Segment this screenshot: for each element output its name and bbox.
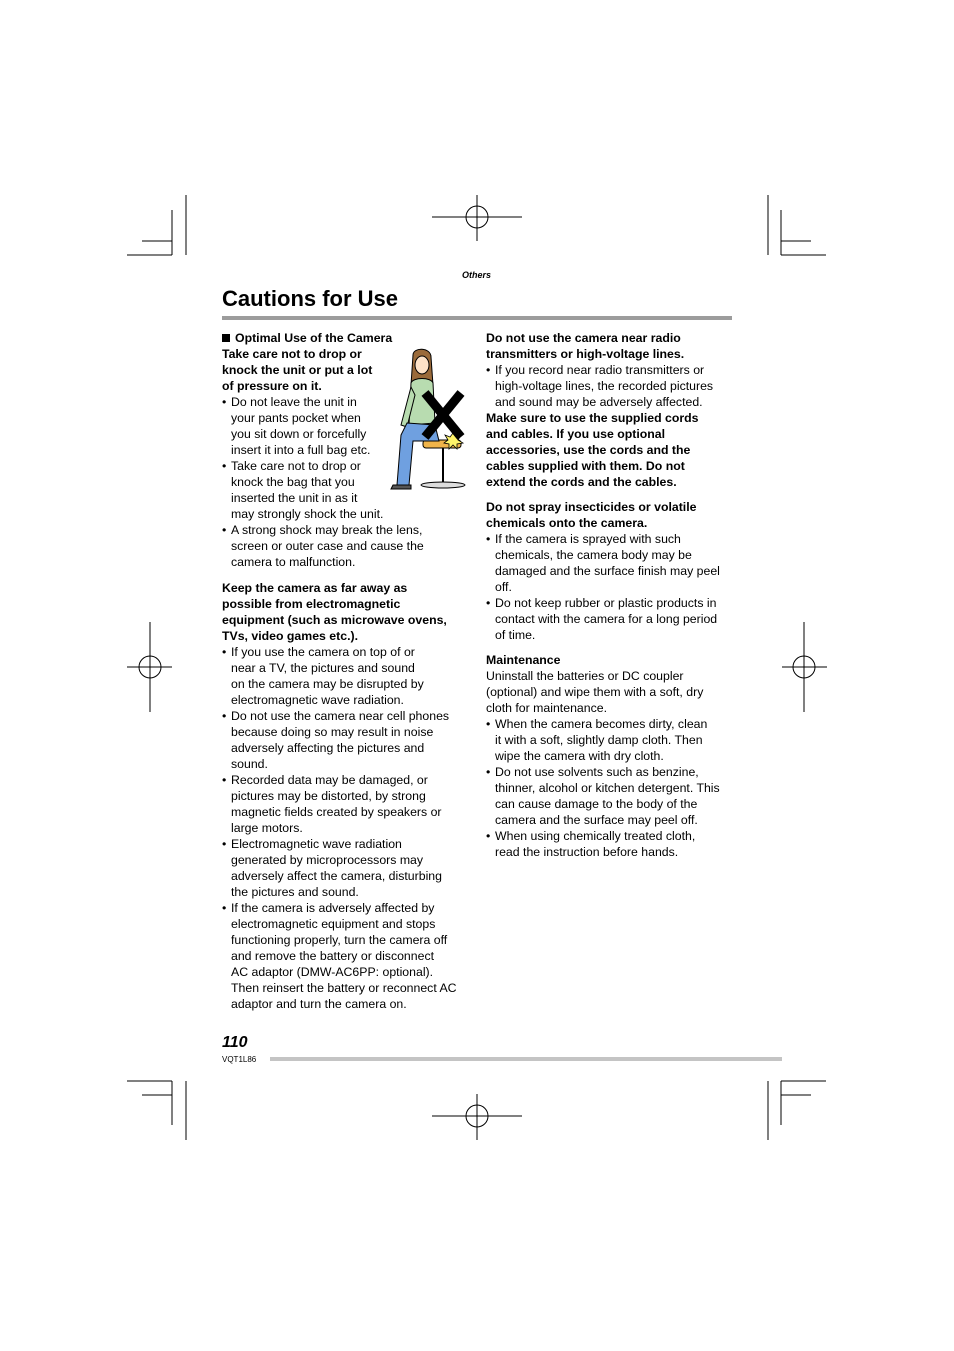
list-item: • If the camera is sprayed with such chemicals, the camera body may be damaged and the surface finish may peel off.	[486, 531, 736, 595]
page-number: 110	[222, 1034, 248, 1051]
electromagnetic-list	[222, 644, 472, 1012]
maintenance-list	[486, 716, 736, 860]
list-item: • Electromagnetic wave radiation generated by microprocessors may adversely affect the camera, disturbing the pictures and sound.	[222, 836, 472, 900]
drop-caution-list	[222, 394, 472, 570]
list-item: • Do not leave the unit in your pants pocket when you sit down or forcefully insert it into a full bag etc.	[222, 394, 472, 458]
square-bullet-icon	[222, 334, 230, 342]
section-label: Others	[462, 270, 492, 280]
insecticide-heading: Do not spray insecticides or volatile chemicals onto the camera.	[486, 500, 697, 530]
page-title: Cautions for Use	[222, 286, 399, 311]
list-item: • Do not keep rubber or plastic products in contact with the camera for a long period of time.	[486, 595, 736, 643]
list-item: • When the camera becomes dirty, clean it with a soft, slightly damp cloth. Then wipe the camera with dry cloth.	[486, 716, 736, 764]
list-item: • Recorded data may be damaged, or pictures may be distorted, by strong magnetic fields created by speakers or large motors.	[222, 772, 472, 836]
list-item: • When using chemically treated cloth, read the instruction before hands.	[486, 828, 736, 860]
cords-warning: Make sure to use the supplied cords and cables. If you use optional accessories, use the cords and the cables supplied with them. Do not extend the cords and the cables.	[486, 411, 699, 489]
section-heading: Optimal Use of the Camera	[222, 330, 472, 346]
maintenance-heading: Maintenance	[486, 653, 561, 667]
list-item: • Do not use the camera near cell phones because doing so may result in noise adversely affecting the pictures and sound.	[222, 708, 472, 772]
list-item: • Take care not to drop or knock the bag that you inserted the unit in as it may strongly shock the unit.	[222, 458, 472, 522]
right-column	[486, 330, 736, 860]
list-item: • A strong shock may break the lens, screen or outer case and cause the camera to malfunction.	[222, 522, 472, 570]
title-rule	[222, 316, 732, 320]
left-column	[222, 330, 472, 1012]
drop-caution-heading: Take care not to drop or knock the unit or put a lot of pressure on it.	[222, 347, 373, 393]
maintenance-paragraph: Uninstall the batteries or DC coupler (optional) and wipe them with a soft, dry cloth for maintenance.	[486, 669, 704, 715]
footer-rule	[270, 1057, 782, 1061]
model-code: VQT1L86	[222, 1055, 257, 1064]
list-item: • If you record near radio transmitters or high-voltage lines, the recorded pictures and sound may be adversely affected.	[486, 362, 736, 410]
insecticide-list	[486, 531, 736, 643]
list-item: • If the camera is adversely affected by electromagnetic equipment and stops functioning properly, turn the camera off and remove the battery or disconnect AC adaptor (DMW-AC6PP: optional). Then reinsert the battery or reconnect AC adaptor and turn the camera on.	[222, 900, 472, 1012]
list-item: • Do not use solvents such as benzine, thinner, alcohol or kitchen detergent. This can cause damage to the body of the camera and the surface may peel off.	[486, 764, 736, 828]
radio-list	[486, 362, 736, 410]
radio-heading: Do not use the camera near radio transmitters or high-voltage lines.	[486, 331, 685, 361]
electromagnetic-heading: Keep the camera as far away as possible from electromagnetic equipment (such as microwave ovens, TVs, video games etc.).	[222, 581, 447, 643]
list-item: • If you use the camera on top of or near a TV, the pictures and sound on the camera may be disrupted by electromagnetic wave radiation.	[222, 644, 472, 708]
